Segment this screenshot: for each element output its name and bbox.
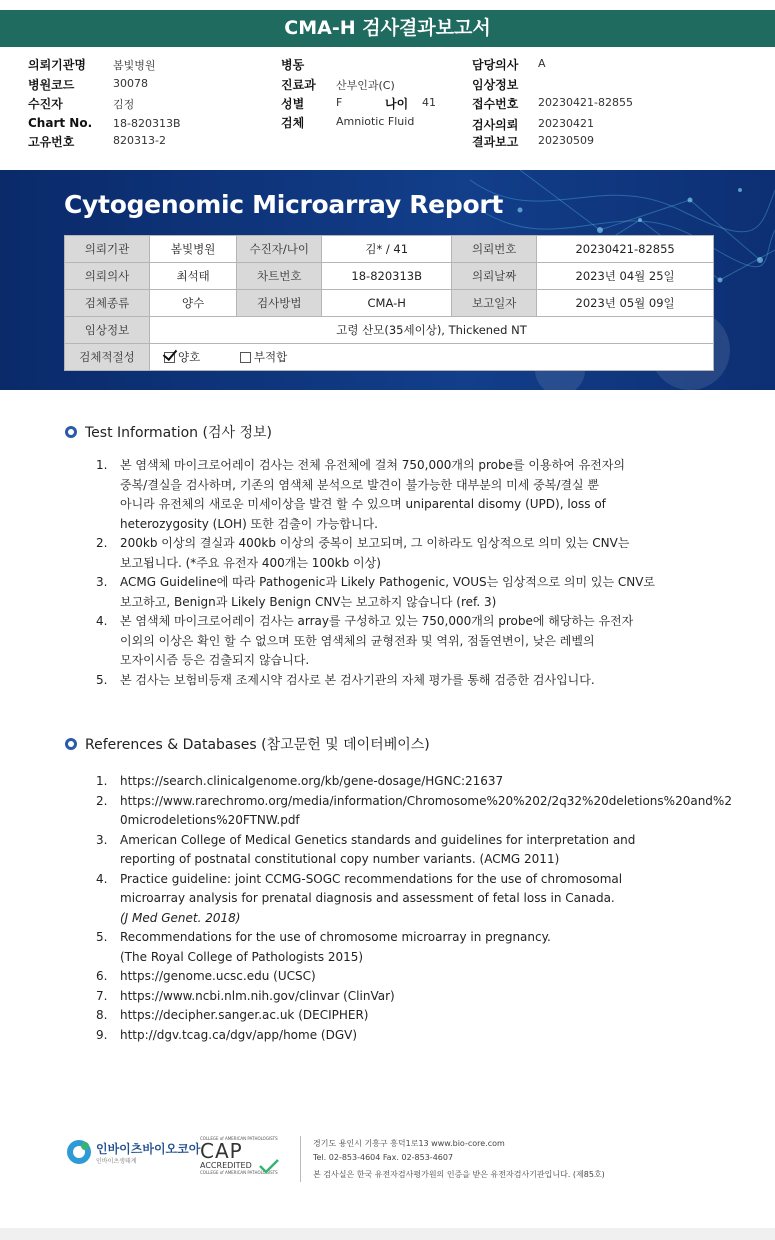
info-value: 2023년 05월 09일: [537, 290, 714, 317]
item-line: https://www.ncbi.nlm.nih.gov/clinvar (ClinVar): [120, 988, 395, 1003]
header-value: 820313-2: [113, 134, 166, 147]
option-label: 양호: [178, 350, 201, 364]
header-label: 검체: [281, 116, 305, 130]
checkbox-checked-icon[interactable]: [164, 352, 175, 363]
info-label: 보고일자: [452, 290, 537, 317]
header-value: 봄빛병원: [113, 59, 156, 72]
info-row: [65, 236, 714, 263]
item-line: Recommendations for the use of chromosome microarray in pregnancy.: [120, 930, 551, 944]
heading-text: Test Information (검사 정보): [85, 425, 272, 441]
info-value: 18-820313B: [322, 263, 452, 290]
info-label: 의뢰번호: [452, 236, 537, 263]
footer-phone: Tel. 02-853-4604 Fax. 02-853-4607: [313, 1153, 454, 1162]
bottom-strip: [0, 1228, 775, 1240]
adequacy-options: [150, 344, 714, 371]
item-number: 7.: [96, 988, 108, 1003]
item-line: 이외의 이상은 확인 할 수 없으며 또한 염색체의 균형전좌 및 역위, 점돌연변이, 낮은 레벨의: [120, 633, 595, 648]
header-label: 병원코드: [28, 78, 75, 92]
item-number: 1.: [96, 458, 108, 472]
cap-accredited-text: ACCREDITED: [200, 1161, 252, 1170]
age-value: 41: [422, 96, 436, 109]
header-value: F: [336, 96, 343, 109]
item-number: 9.: [96, 1027, 108, 1042]
report-title: CMA-H 검사결과보고서: [0, 10, 775, 47]
item-line: http://dgv.tcag.ca/dgv/app/home (DGV): [120, 1027, 358, 1042]
item-line: https://www.rarechromo.org/media/information/Chromosome%20%202/2q32%20deletions%20and%2: [120, 793, 732, 808]
item-line: 모자이시즘 등은 검출되지 않습니다.: [120, 653, 310, 667]
item-number: 5.: [96, 672, 108, 687]
age-label: 나이: [385, 97, 409, 111]
cap-logo: [200, 1136, 280, 1175]
item-line: https://genome.ucsc.edu (UCSC): [120, 969, 316, 983]
adequacy-label: 검체적절성: [65, 344, 150, 371]
item-line: (The Royal College of Pathologists 2015): [120, 949, 364, 964]
item-line: https://decipher.sanger.ac.uk (DECIPHER): [120, 1008, 369, 1022]
info-value: 김* / 41: [322, 236, 452, 263]
checkbox-icon[interactable]: [240, 352, 251, 363]
item-line: https://search.clinicalgenome.org/kb/gene-dosage/HGNC:21637: [120, 774, 504, 788]
info-value: 2023년 04월 25일: [537, 263, 714, 290]
list-item: [96, 967, 736, 987]
info-row-adequacy: [65, 344, 714, 371]
item-number: 2.: [96, 536, 108, 550]
item-line: 0microdeletions%20FTNW.pdf: [120, 813, 300, 827]
info-value: 최석태: [150, 263, 237, 290]
item-line: Practice guideline: joint CCMG-SOGC recommendations for the use of chromosomal: [120, 871, 623, 886]
option-label: 부적합: [253, 350, 288, 364]
header-label: 결과보고: [472, 135, 519, 149]
header-label: 접수번호: [472, 97, 519, 111]
header-label: 고유번호: [28, 135, 75, 149]
item-number: 6.: [96, 969, 108, 983]
info-value: 봄빛병원: [150, 236, 237, 263]
adequacy-option-unsuitable[interactable]: [240, 350, 287, 364]
list-item: [96, 928, 736, 967]
references-heading: [64, 734, 430, 754]
section-bullet-icon: [64, 737, 78, 751]
report-banner: [0, 170, 775, 390]
item-line: 중복/결실을 검사하며, 기존의 염색체 분석으로 발견이 불가능한 대부분의 미세 중복/결실 뿐: [120, 477, 599, 492]
item-number: 8.: [96, 1008, 108, 1022]
item-line: 아니라 유전체의 새로운 미세이상을 발견 할 수 있으며 uniparental disomy (UPD), loss of: [120, 497, 606, 511]
checkmark-icon: [258, 1158, 280, 1174]
item-number: 3.: [96, 575, 108, 589]
info-value: 양수: [150, 290, 237, 317]
header-value: 30078: [113, 77, 148, 90]
item-line: reporting of postnatal constitutional copy number variants. (ACMG 2011): [120, 852, 560, 866]
item-number: 4.: [96, 614, 108, 628]
info-label: 의뢰날짜: [452, 263, 537, 290]
header-label: 성별: [281, 97, 305, 111]
header-label: Chart No.: [28, 116, 93, 130]
item-line: American College of Medical Genetics standards and guidelines for interpretation and: [120, 832, 636, 847]
list-item: [96, 870, 736, 929]
item-number: 1.: [96, 774, 108, 788]
header-value: A: [538, 57, 546, 70]
list-item: [96, 456, 716, 534]
list-item: [96, 534, 716, 573]
item-line: microarray analysis for prenatal diagnosis and assessment of fetal loss in Canada.: [120, 891, 615, 905]
info-value: 20230421-82855: [537, 236, 714, 263]
header-label: 담당의사: [472, 58, 519, 72]
item-number: 4.: [96, 871, 108, 886]
item-line: 보고됩니다. (*주요 유전자 400개는 100kb 이상): [120, 555, 381, 570]
info-label: 의뢰의사: [65, 263, 150, 290]
info-label: 차트번호: [237, 263, 322, 290]
footer-address: 경기도 용인시 기흥구 흥덕1로13 www.bio-core.com: [313, 1139, 505, 1148]
item-number: 5.: [96, 930, 108, 944]
header-value: 산부인과(C): [336, 79, 395, 92]
footer: [0, 1130, 775, 1190]
test-info-list: [96, 456, 716, 690]
item-line: 본 염색체 마이크로어레이 검사는 전체 유전체에 걸쳐 750,000개의 probe를 이용하여 유전자의: [120, 458, 625, 472]
item-line: 본 검사는 보험비등재 조제시약 검사로 본 검사기관의 자체 평가를 통해 검증한 검사입니다.: [120, 672, 595, 687]
item-line: (J Med Genet. 2018): [120, 910, 241, 925]
info-value: CMA-H: [322, 290, 452, 317]
list-item: [96, 612, 716, 671]
item-line: 보고하고, Benign과 Likely Benign CNV는 보고하지 않습니다 (ref. 3): [120, 594, 497, 609]
references-list: [96, 772, 736, 1045]
info-label: 검체종류: [65, 290, 150, 317]
list-item: [96, 792, 736, 831]
item-line: 200kb 이상의 결실과 400kb 이상의 중복이 보고되며, 그 이하라도 임상적으로 의미 있는 CNV는: [120, 536, 630, 550]
header-label: 진료과: [281, 78, 316, 92]
test-info-heading: [64, 422, 272, 442]
list-item: [96, 1006, 736, 1026]
cap-main-text: CAP: [200, 1139, 243, 1163]
heading-text: References & Databases (참고문헌 및 데이터베이스): [85, 737, 430, 753]
section-bullet-icon: [64, 425, 78, 439]
header-label: 병동: [281, 58, 305, 72]
banner-title: Cytogenomic Microarray Report: [64, 190, 503, 219]
header-label: 임상정보: [472, 78, 519, 92]
adequacy-option-good[interactable]: [164, 350, 200, 364]
list-item: [96, 831, 736, 870]
item-line: ACMG Guideline에 따라 Pathogenic과 Likely Pathogenic, VOUS는 임상적으로 의미 있는 CNV로: [120, 575, 656, 589]
header-label: 의뢰기관명: [28, 58, 86, 72]
header-fields: [0, 52, 775, 152]
footer-note: 본 검사실은 한국 유전자검사평가원의 인증을 받은 유전자검사기관입니다. (제85호): [313, 1170, 605, 1179]
header-value: 20230421-82855: [538, 96, 633, 109]
info-label: 검사방법: [237, 290, 322, 317]
list-item: [96, 573, 716, 612]
cap-bottom-text: COLLEGE of AMERICAN PATHOLOGISTS: [200, 1170, 278, 1175]
info-label: 의뢰기관: [65, 236, 150, 263]
item-number: 2.: [96, 793, 108, 808]
info-row-clinical: [65, 317, 714, 344]
clinical-info-label: 임상정보: [65, 317, 150, 344]
report-info-table: [64, 235, 714, 371]
list-item: [96, 671, 716, 691]
list-item: [96, 1026, 736, 1046]
info-row: [65, 290, 714, 317]
header-value: 18-820313B: [113, 117, 181, 130]
header-label: 검사의뢰: [472, 118, 519, 132]
header-value: 20230509: [538, 134, 594, 147]
item-number: 3.: [96, 832, 108, 847]
header-value: 20230421: [538, 117, 594, 130]
item-line: 본 염색체 마이크로어레이 검사는 array를 구성하고 있는 750,000개의 probe에 해당하는 유전자: [120, 614, 634, 628]
company-logo-icon: [65, 1138, 93, 1166]
clinical-info-value: 고령 산모(35세이상), Thickened NT: [150, 317, 714, 344]
company-subtitle: 인바이츠생태계: [96, 1158, 137, 1165]
info-row: [65, 263, 714, 290]
list-item: [96, 772, 736, 792]
item-line: heterozygosity (LOH) 또한 검출이 가능합니다.: [120, 516, 378, 531]
cap-top-text: COLLEGE of AMERICAN PATHOLOGISTS: [200, 1136, 278, 1141]
company-name: 인바이츠바이오코아: [96, 1142, 201, 1156]
info-label: 수진자/나이: [237, 236, 322, 263]
header-value: Amniotic Fluid: [336, 115, 415, 128]
list-item: [96, 987, 736, 1007]
header-label: 수진자: [28, 97, 63, 111]
header-value: 김정: [113, 98, 135, 111]
footer-divider: [300, 1136, 301, 1182]
